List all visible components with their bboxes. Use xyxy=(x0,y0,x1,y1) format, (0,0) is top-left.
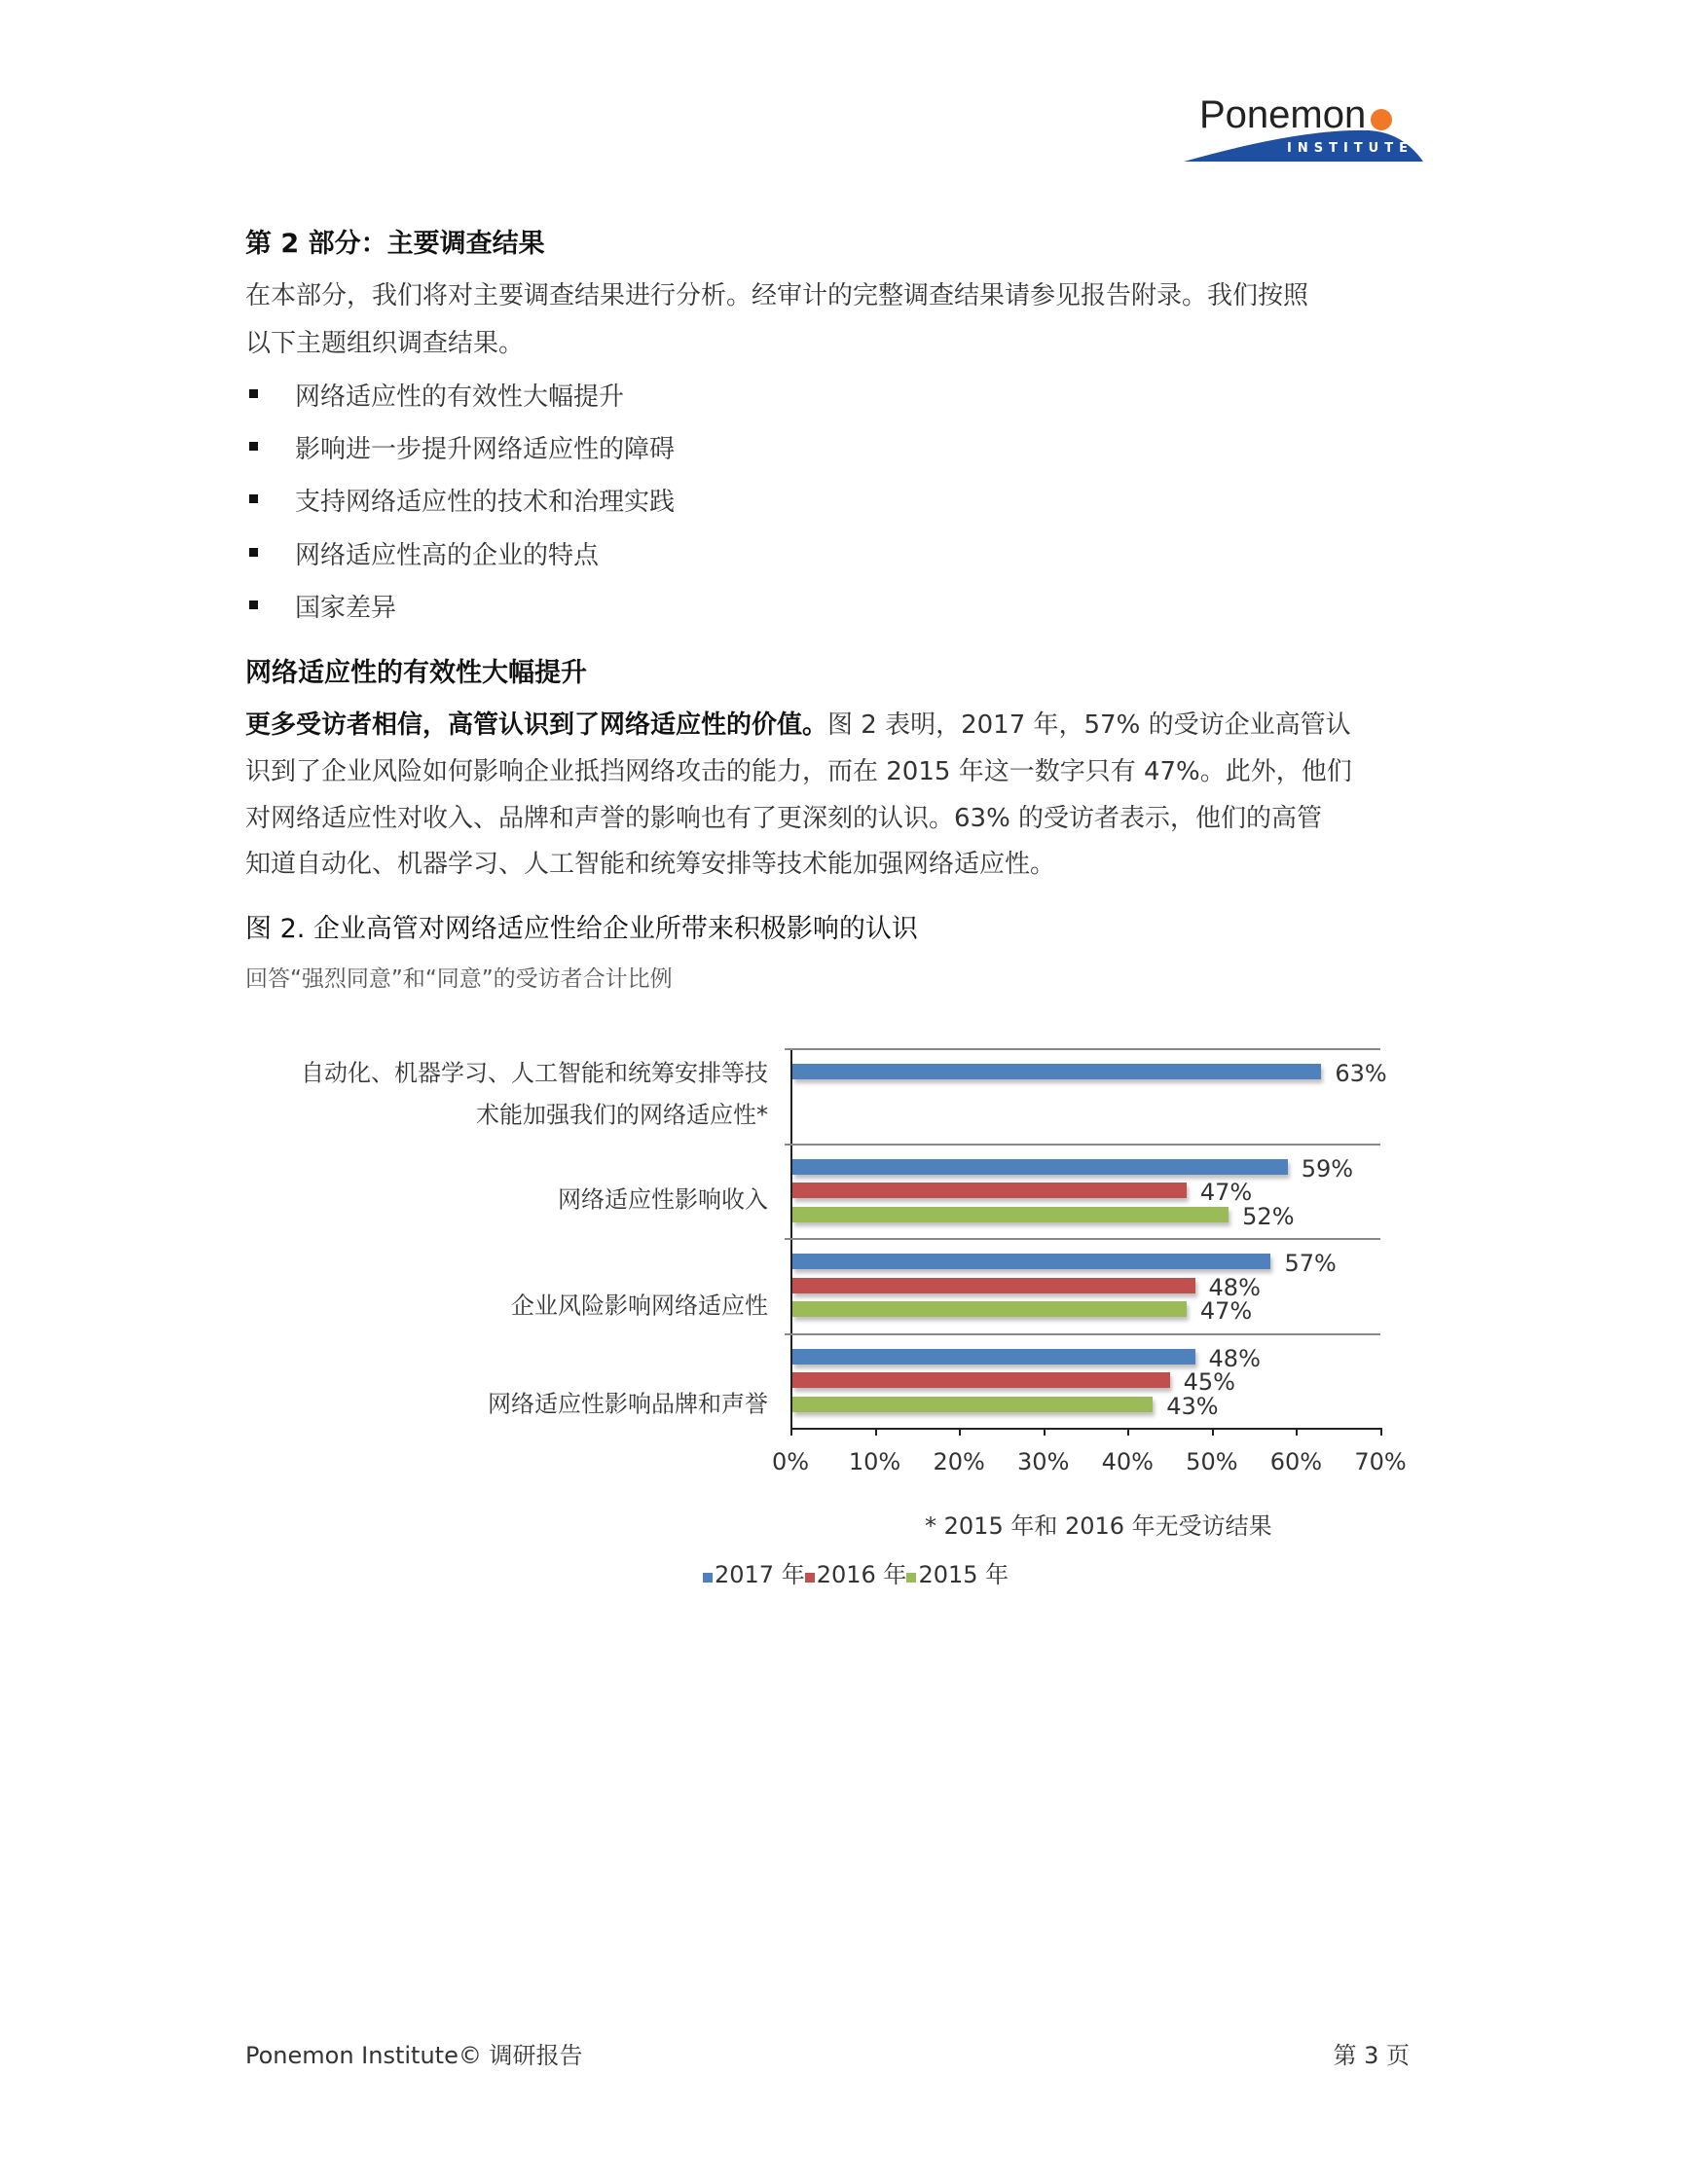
x-tick-mark xyxy=(1127,1428,1129,1436)
x-tick-mark xyxy=(1296,1428,1298,1436)
group-separator xyxy=(785,1144,1380,1146)
section-title: 第 2 部分：主要调查结果 xyxy=(245,229,545,259)
category-label: 网络适应性影响品牌和声誉 xyxy=(488,1390,768,1418)
data-label: 59% xyxy=(1301,1154,1354,1183)
bullet-item: 支持网络适应性的技术和治理实践 xyxy=(295,488,676,517)
legend-swatch xyxy=(805,1573,815,1583)
page-number: 第 3 页 xyxy=(1333,2042,1410,2069)
figure-title: 图 2. 企业高管对网络适应性给企业所带来积极影响的认识 xyxy=(245,914,918,944)
x-tick-label: 20% xyxy=(933,1448,985,1475)
legend-label: 2015 年 xyxy=(918,1561,1009,1588)
group-separator xyxy=(785,1238,1380,1240)
bar-2017 xyxy=(792,1064,1321,1079)
x-tick-label: 40% xyxy=(1101,1448,1154,1475)
x-tick-mark xyxy=(1044,1428,1046,1436)
x-tick-label: 50% xyxy=(1186,1448,1238,1475)
paragraph-text: 图 2 表明，2017 年，57% 的受访企业高管认 xyxy=(827,710,1351,740)
bar-2015 xyxy=(792,1207,1229,1222)
bar-2016 xyxy=(792,1372,1170,1388)
x-tick-label: 70% xyxy=(1354,1448,1407,1475)
x-tick-label: 60% xyxy=(1269,1448,1323,1475)
paragraph-lead: 更多受访者相信，高管认识到了网络适应性的价值。 xyxy=(245,710,828,740)
logo-name: Ponemon xyxy=(1199,93,1367,136)
group-separator xyxy=(785,1048,1380,1050)
bullet-item: 网络适应性高的企业的特点 xyxy=(295,541,600,570)
x-tick-label: 30% xyxy=(1017,1448,1070,1475)
x-tick-mark xyxy=(959,1428,961,1436)
category-label: 网络适应性影响收入 xyxy=(558,1185,768,1214)
data-label: 47% xyxy=(1199,1179,1253,1206)
data-label: 45% xyxy=(1183,1368,1235,1396)
subheading: 网络适应性的有效性大幅提升 xyxy=(245,658,587,688)
bar-2017 xyxy=(792,1349,1195,1365)
bullet-icon xyxy=(249,548,258,557)
intro-line: 以下主题组织调查结果。 xyxy=(245,329,525,358)
x-tick-label: 0% xyxy=(771,1448,810,1475)
logo-sub: INSTITUTE xyxy=(1287,141,1413,156)
legend-label: 2016 年 xyxy=(816,1561,907,1588)
paragraph-line: 识到了企业风险如何影响企业抵挡网络攻击的能力，而在 2015 年这一数字只有 47%。此外，他们 xyxy=(245,757,1352,786)
paragraph-line: 知道自动化、机器学习、人工智能和统筹安排等技术能加强网络适应性。 xyxy=(245,850,1056,879)
x-tick-mark xyxy=(1212,1428,1214,1436)
x-axis xyxy=(790,1428,1380,1430)
footer-left: Ponemon Institute© 调研报告 xyxy=(245,2042,583,2069)
x-tick-mark xyxy=(1380,1428,1382,1436)
data-label: 48% xyxy=(1208,1273,1261,1301)
category-label: 术能加强我们的网络适应性* xyxy=(476,1101,768,1129)
bullet-item: 影响进一步提升网络适应性的障碍 xyxy=(295,435,676,464)
x-tick-label: 10% xyxy=(848,1448,901,1475)
category-label: 企业风险影响网络适应性 xyxy=(511,1292,768,1320)
data-label: 48% xyxy=(1208,1344,1261,1372)
bullet-icon xyxy=(249,442,258,451)
bullet-item: 网络适应性的有效性大幅提升 xyxy=(295,382,625,412)
bar-2016 xyxy=(792,1183,1187,1198)
bar-2015 xyxy=(792,1301,1187,1317)
legend-swatch xyxy=(703,1573,713,1583)
intro-line: 在本部分，我们将对主要调查结果进行分析。经审计的完整调查结果请参见报告附录。我们按照 xyxy=(245,281,1309,310)
data-label: 47% xyxy=(1199,1297,1253,1325)
figure-subtitle: 回答“强烈同意”和“同意”的受访者合计比例 xyxy=(245,966,673,992)
bullet-icon xyxy=(249,494,258,503)
paragraph-line: 对网络适应性对收入、品牌和声誉的影响也有了更深刻的认识。63% 的受访者表示，他们的高管 xyxy=(245,804,1323,833)
data-label: 52% xyxy=(1242,1202,1295,1230)
legend-swatch xyxy=(906,1573,916,1583)
chart-legend xyxy=(703,1555,1009,1589)
paragraph-line xyxy=(245,705,1351,741)
bar-2017 xyxy=(792,1254,1270,1269)
bullet-icon xyxy=(249,389,258,398)
data-label: 57% xyxy=(1284,1250,1337,1277)
data-label: 43% xyxy=(1166,1392,1219,1420)
data-label: 63% xyxy=(1335,1060,1387,1087)
category-label: 自动化、机器学习、人工智能和统筹安排等技 xyxy=(301,1059,768,1087)
bar-2015 xyxy=(792,1397,1153,1412)
bar-2016 xyxy=(792,1278,1195,1293)
x-tick-mark xyxy=(790,1428,792,1436)
x-tick-mark xyxy=(875,1428,877,1436)
chart-footnote: * 2015 年和 2016 年无受访结果 xyxy=(925,1512,1272,1540)
bullet-item: 国家差异 xyxy=(295,594,397,623)
bullet-icon xyxy=(249,601,258,609)
group-separator xyxy=(785,1333,1380,1335)
legend-label: 2017 年 xyxy=(715,1561,805,1588)
bar-2017 xyxy=(792,1159,1288,1175)
logo-sun-icon xyxy=(1371,109,1392,130)
